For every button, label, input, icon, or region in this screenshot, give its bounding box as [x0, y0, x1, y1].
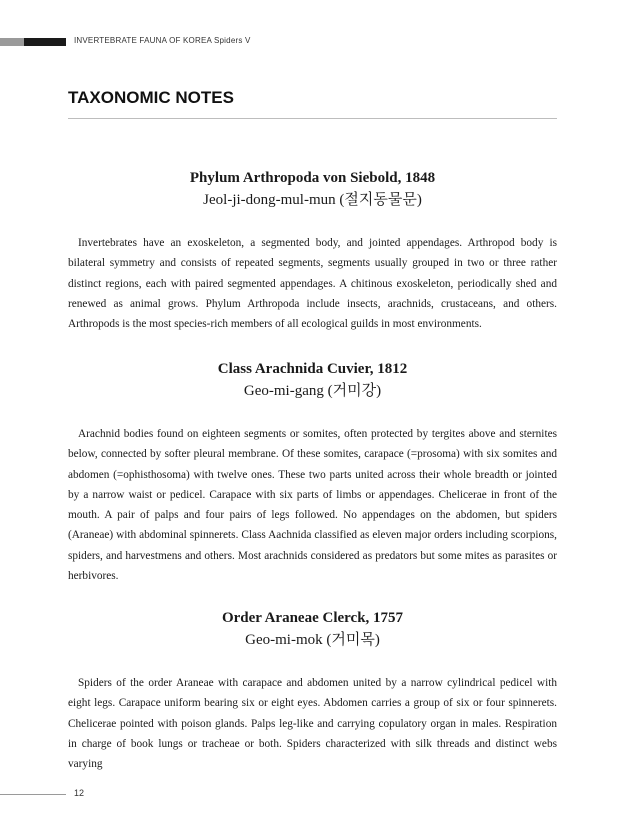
page-number: 12 [74, 788, 85, 798]
footer-rule [0, 794, 66, 795]
section-body: Arachnid bodies found on eighteen segments or somites, often protected by tergites above and sternites below, connected by softer pleural membrane. Of these somites, carapace (=prosoma) with six somites and abdomen (=ophisthosoma) with twelve ones. These two parts united across their whole breadth or jointed by a narrow waist or pedicel. Carapace with six parts of limbs or appendages. Chelicerae in front of the mouth. A pair of palps and four pairs of legs followed. No appendages on the abdomen, but spiders (Araneae) with abdominal spinnerets. Class Aachnida classified as eleven major orders including scorpions, spiders, and harvestmens and others. Most arachnids considered as predators but some mites as parasites or herbivores. [68, 428, 557, 583]
section-korean-name: Geo-mi-gang (거미강) [243, 383, 382, 399]
header-black-bar [24, 38, 66, 46]
section-heading: Phylum Arthropoda von Siebold, 1848 [189, 170, 436, 186]
page-title: TAXONOMIC NOTES [68, 88, 234, 107]
section-order-araneae [68, 608, 557, 774]
section-body: Spiders of the order Araneae with carapace and abdomen united by a narrow cylindrical pedicel with eight legs. Carapace uniform bearing six or eight eyes. Abdomen carries a group of six or four spinnerets. Chelicerae pointed with poison glands. Palps leg-like and carrying copulatory organ in males. Respiration in charge of book lungs or tracheae or both. Spiders characterized with silk threads and distinct webs varying [68, 677, 557, 771]
running-head: INVERTEBRATE FAUNA OF KOREA Spiders V [74, 36, 251, 45]
header-gray-bar [0, 38, 24, 46]
section-body: Invertebrates have an exoskeleton, a segmented body, and jointed appendages. Arthropod body is bilateral symmetry and consists of repeated segments, segments usually grouped in two or three rather distinct regions, each with paired segmented appendages. A chitinous exoskeleton, periodically shed and renewed as animal grows. Phylum Arthropoda include insects, arachnids, crustaceans, and others. Arthropods is the most species-rich members of all ecological guilds in most environments. [68, 237, 557, 331]
section-korean-name: Geo-mi-mok (거미목) [245, 632, 380, 648]
section-class-arachnida [68, 359, 557, 586]
section-phylum-arthropoda [68, 168, 557, 334]
section-heading: Class Arachnida Cuvier, 1812 [217, 361, 408, 377]
title-rule [68, 118, 557, 119]
section-korean-name: Jeol-ji-dong-mul-mun (절지동물문) [203, 192, 422, 208]
section-heading: Order Araneae Clerck, 1757 [221, 610, 404, 626]
